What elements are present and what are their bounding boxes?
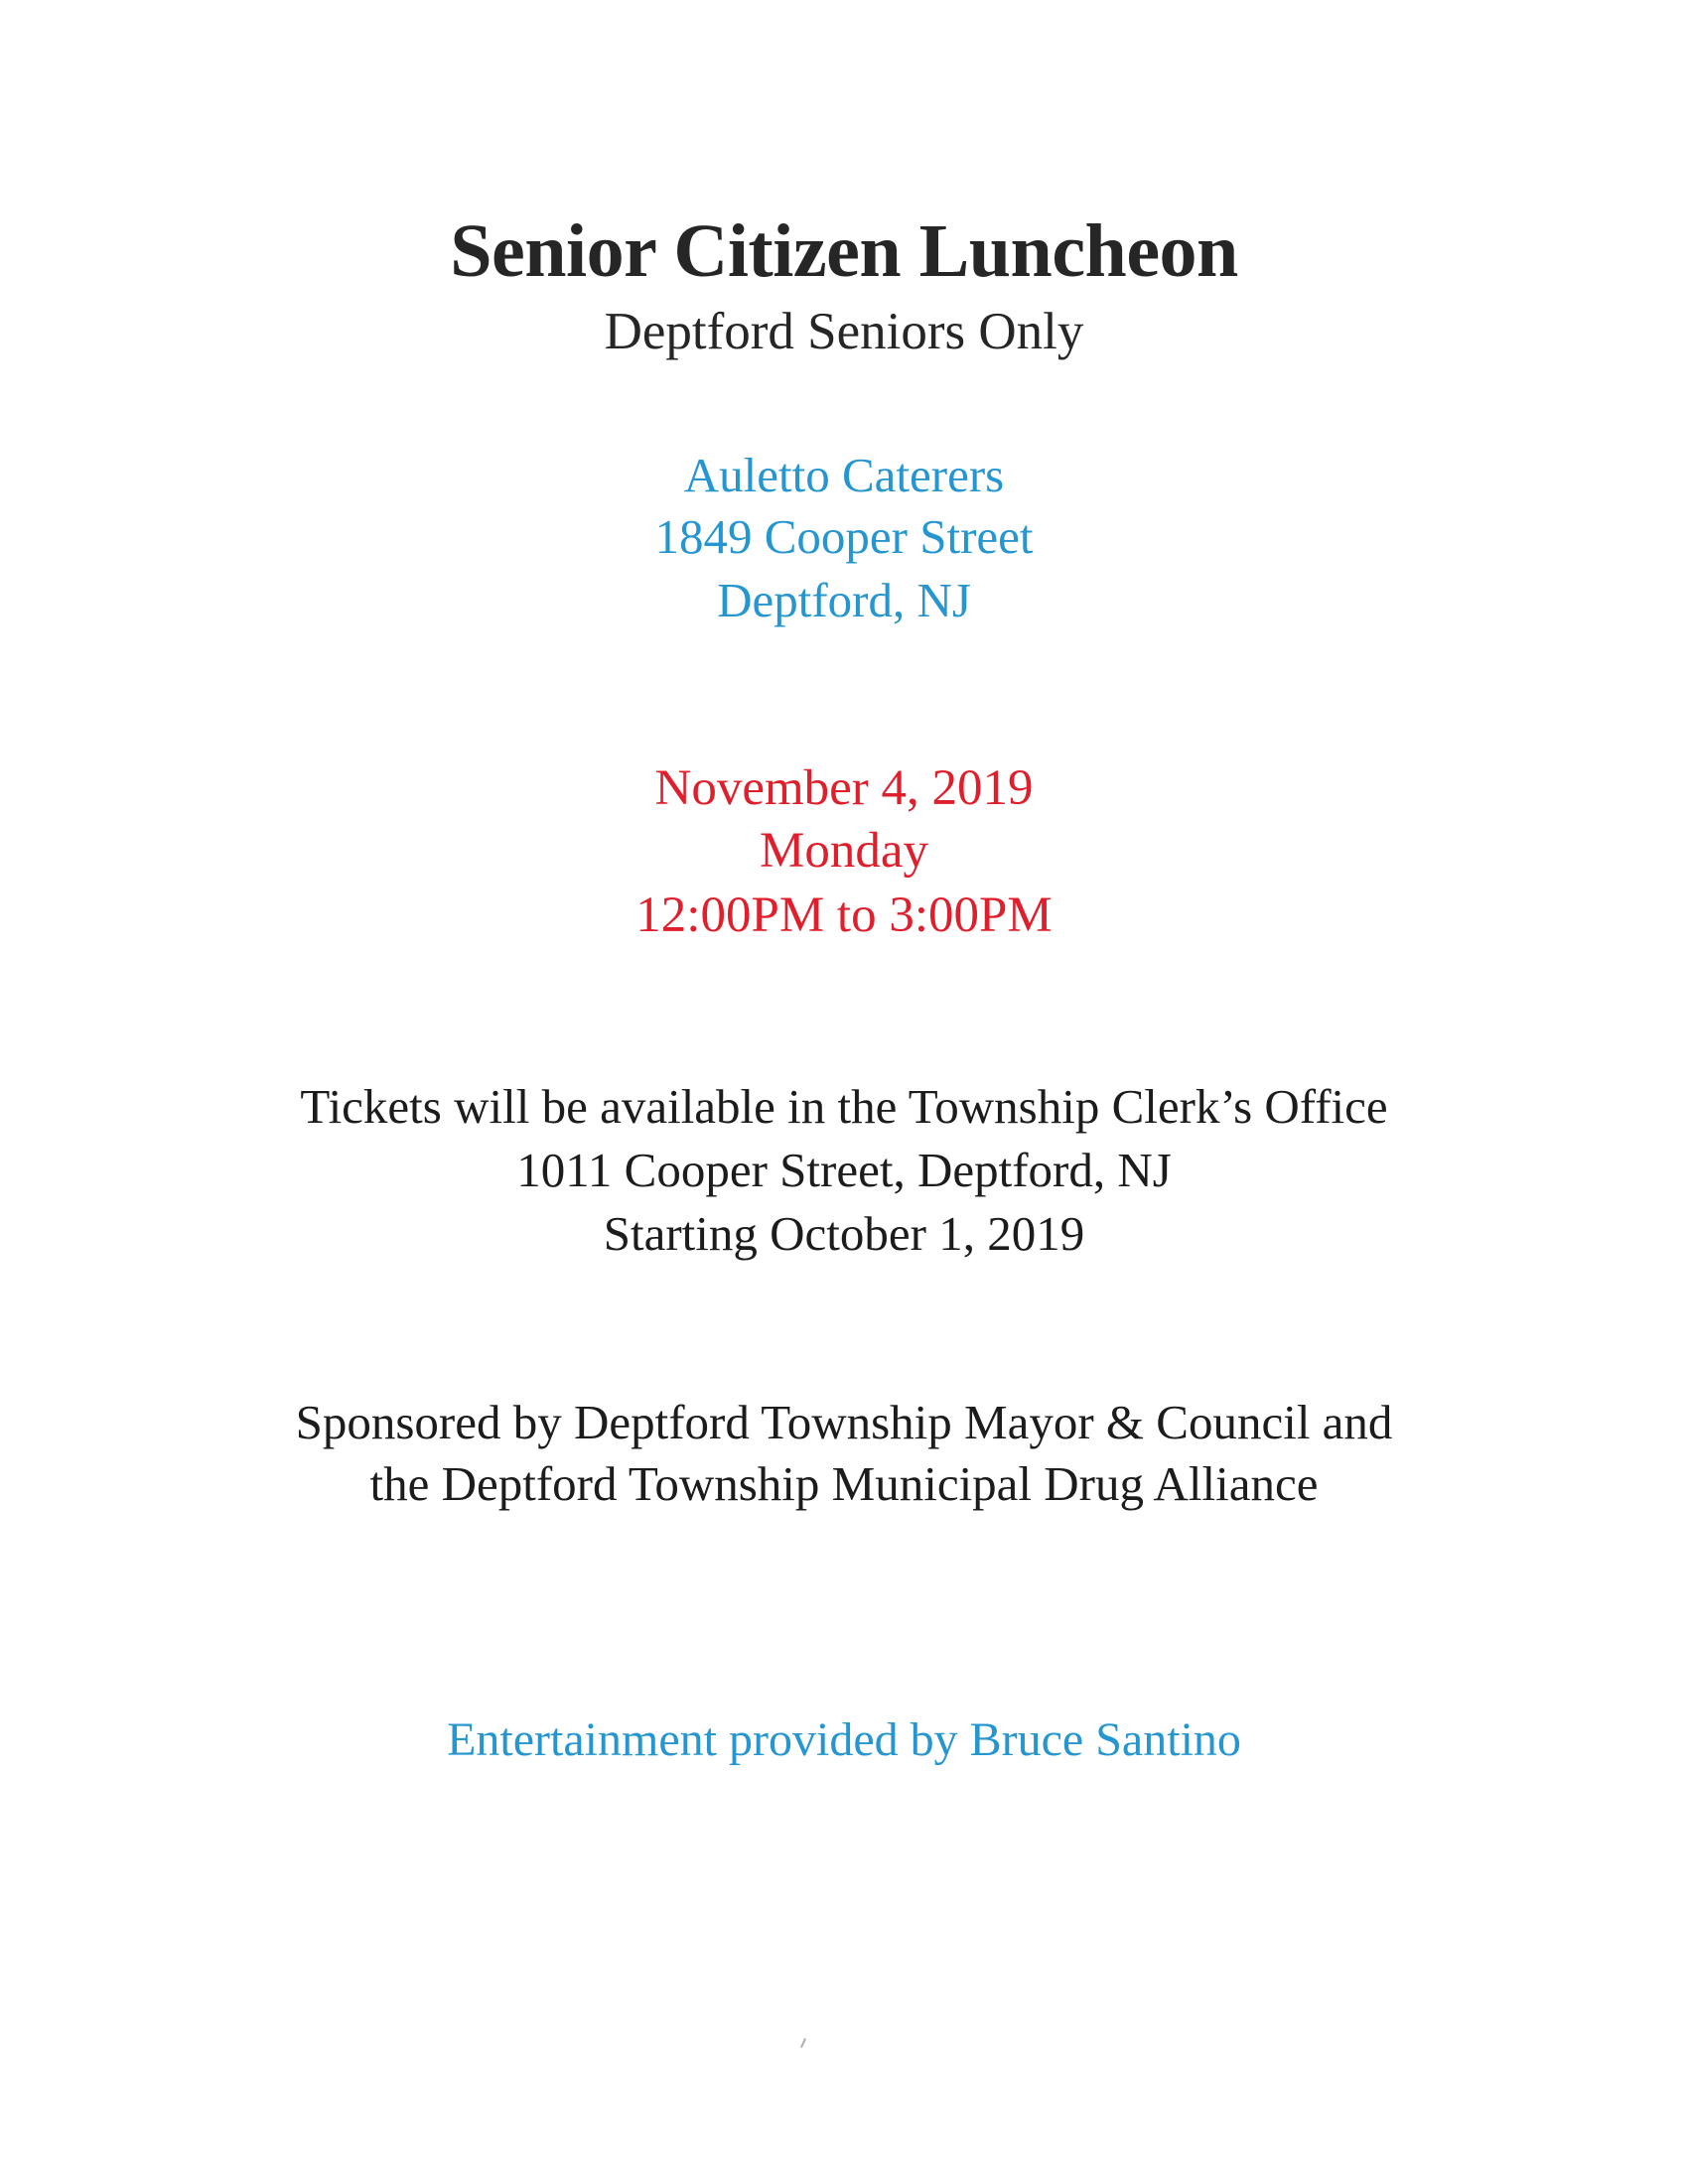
event-day: Monday <box>760 823 928 879</box>
sponsor-line-1: Sponsored by Deptford Township Mayor & Council and <box>295 1395 1393 1449</box>
event-time: 12:00PM to 3:00PM <box>635 887 1053 943</box>
scan-speck <box>800 2038 806 2048</box>
page-subtitle: Deptford Seniors Only <box>604 303 1084 360</box>
sponsor-line-2: the Deptford Township Municipal Drug Alliance <box>369 1456 1319 1511</box>
page-title: Senior Citizen Luncheon <box>450 209 1238 293</box>
venue-name: Auletto Caterers <box>683 448 1005 502</box>
entertainment-line: Entertainment provided by Bruce Santino <box>447 1713 1241 1766</box>
venue-street: 1849 Cooper Street <box>654 509 1034 564</box>
event-date: November 4, 2019 <box>654 760 1034 816</box>
ticket-start-date-line: Starting October 1, 2019 <box>603 1206 1085 1261</box>
venue-city: Deptford, NJ <box>717 573 971 627</box>
ticket-location-line: Tickets will be available in the Township Clerk’s Office <box>300 1079 1388 1134</box>
ticket-address-line: 1011 Cooper Street, Deptford, NJ <box>516 1143 1172 1197</box>
